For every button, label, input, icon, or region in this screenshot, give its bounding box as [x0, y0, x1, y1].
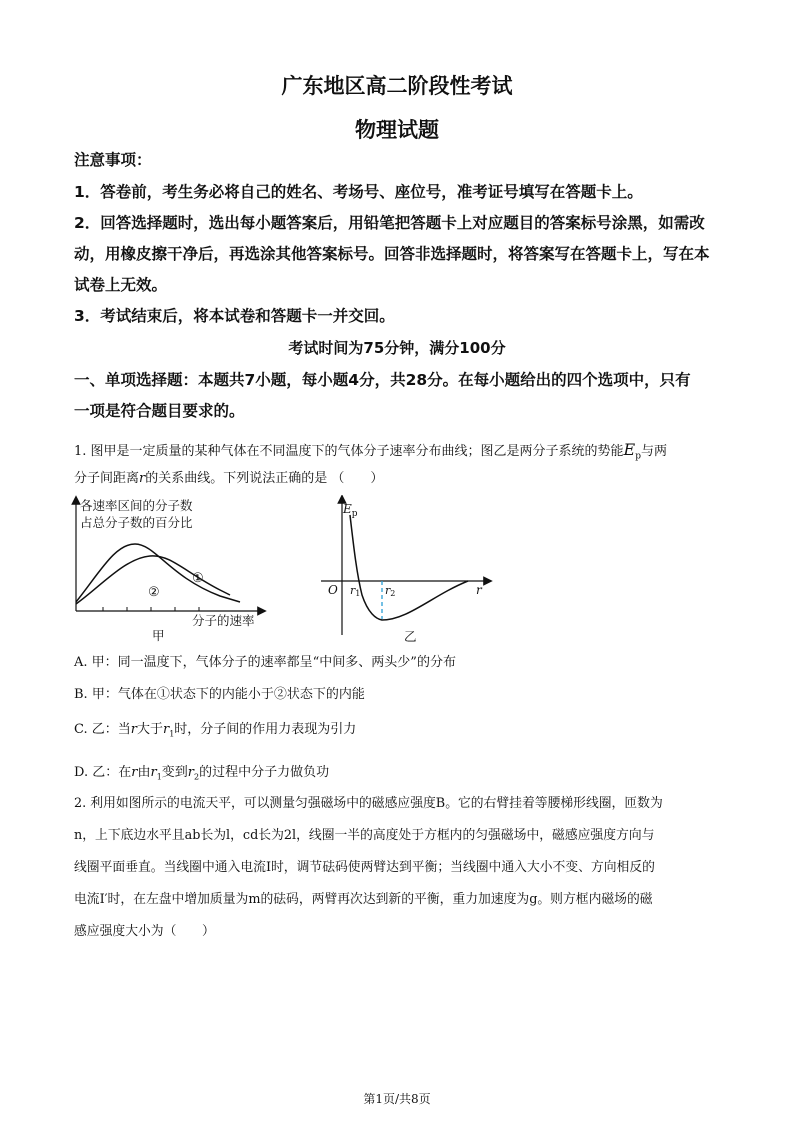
yi-ep-curve — [350, 515, 468, 620]
q2-line-4: 电流I′时，在左盘中增加质量为m的砝码，两臂再次达到新的平衡，重力加速度为g。则方框内磁场的磁 — [74, 892, 653, 907]
exam-subtitle: 物理试题 — [355, 118, 439, 142]
note-3: 3．考试结束后，将本试卷和答题卡一并交回。 — [74, 307, 395, 325]
jia-caption: 甲 — [152, 628, 165, 643]
q1-text-d: 的关系曲线。下列说法正确的是 （ ） — [145, 471, 384, 486]
section-1-line-1: 一、单项选择题：本题共7小题，每小题4分，共28分。在每小题给出的四个选项中，只有 — [74, 371, 691, 389]
q2-line-3: 线圈平面垂直。当线圈中通入电流I时，调节砝码使两臂达到平衡；当线圈中通入大小不变、方向相反的 — [74, 860, 655, 875]
figure-jia — [70, 492, 270, 644]
jia-xlabel: 分子的速率 — [192, 613, 255, 628]
q1-text-a: 1. 图甲是一定质量的某种气体在不同温度下的气体分子速率分布曲线；图乙是两分子系统的势能 — [74, 444, 624, 459]
q1-option-b: B. 甲：气体在①状态下的内能小于②状态下的内能 — [74, 687, 365, 702]
note-1: 1．答卷前，考生务必将自己的姓名、考场号、座位号，准考证号填写在答题卡上。 — [74, 183, 643, 201]
q1-r-symbol: r — [139, 471, 146, 486]
q1-ep-sub: p — [635, 451, 641, 462]
exam-info: 考试时间为75分钟，满分100分 — [288, 339, 506, 357]
exam-title: 广东地区高二阶段性考试 — [281, 74, 513, 98]
jia-label-2: ② — [148, 585, 160, 600]
page-footer: 第1页/共8页 — [363, 1092, 431, 1106]
yi-origin: O — [328, 583, 338, 597]
figure-yi — [318, 495, 493, 645]
q1-option-a: A. 甲：同一温度下，气体分子的速率都呈“中间多、两头少”的分布 — [74, 655, 456, 670]
note-2-line-3: 试卷上无效。 — [74, 276, 168, 294]
q1-text-b: 与两 — [641, 444, 668, 459]
q1-option-c: C. 乙：当r大于$r_1$时，分子间的作用力表现为引力 — [74, 722, 357, 739]
section-1-line-2: 一项是符合题目要求的。 — [74, 402, 245, 420]
jia-ylabel-2: 占总分子数的百分比 — [80, 515, 193, 530]
q1-ep-symbol: E — [623, 440, 636, 459]
yi-r2-label: r2 — [385, 584, 396, 598]
note-2-line-1: 2．回答选择题时，选出每小题答案后，用铅笔把答题卡上对应题目的答案标号涂黑，如需改 — [74, 214, 705, 232]
q1-text-c: 分子间距离 — [74, 471, 140, 486]
q2-line-5: 感应强度大小为（ ） — [74, 924, 215, 939]
yi-ylabel: $E_p$ — [343, 502, 358, 519]
yi-xlabel: r — [476, 583, 482, 597]
yi-r1-label: r1 — [350, 584, 361, 598]
q1-option-d: D. 乙：在r由$r_1$变到$r_2$的过程中分子力做负功 — [74, 765, 330, 782]
note-2-line-2: 动，用橡皮擦干净后，再选涂其他答案标号。回答非选择题时，将答案写在答题卡上，写在本 — [74, 245, 710, 263]
jia-label-1: ① — [192, 571, 204, 586]
q1-line-2 — [74, 464, 383, 494]
yi-caption: 乙 — [404, 629, 417, 644]
q2-line-1: 2. 利用如图所示的电流天平，可以测量匀强磁场中的磁感应强度B。它的右臂挂着等腰梯形线圈，匝数为 — [74, 796, 663, 811]
jia-ylabel-1: 各速率区间的分子数 — [80, 498, 193, 513]
q2-line-2: n，上下底边水平且ab长为l，cd长为2l，线圈一半的高度处于方框内的匀强磁场中，磁感应强度方向与 — [74, 828, 655, 843]
notes-heading: 注意事项： — [74, 151, 152, 169]
